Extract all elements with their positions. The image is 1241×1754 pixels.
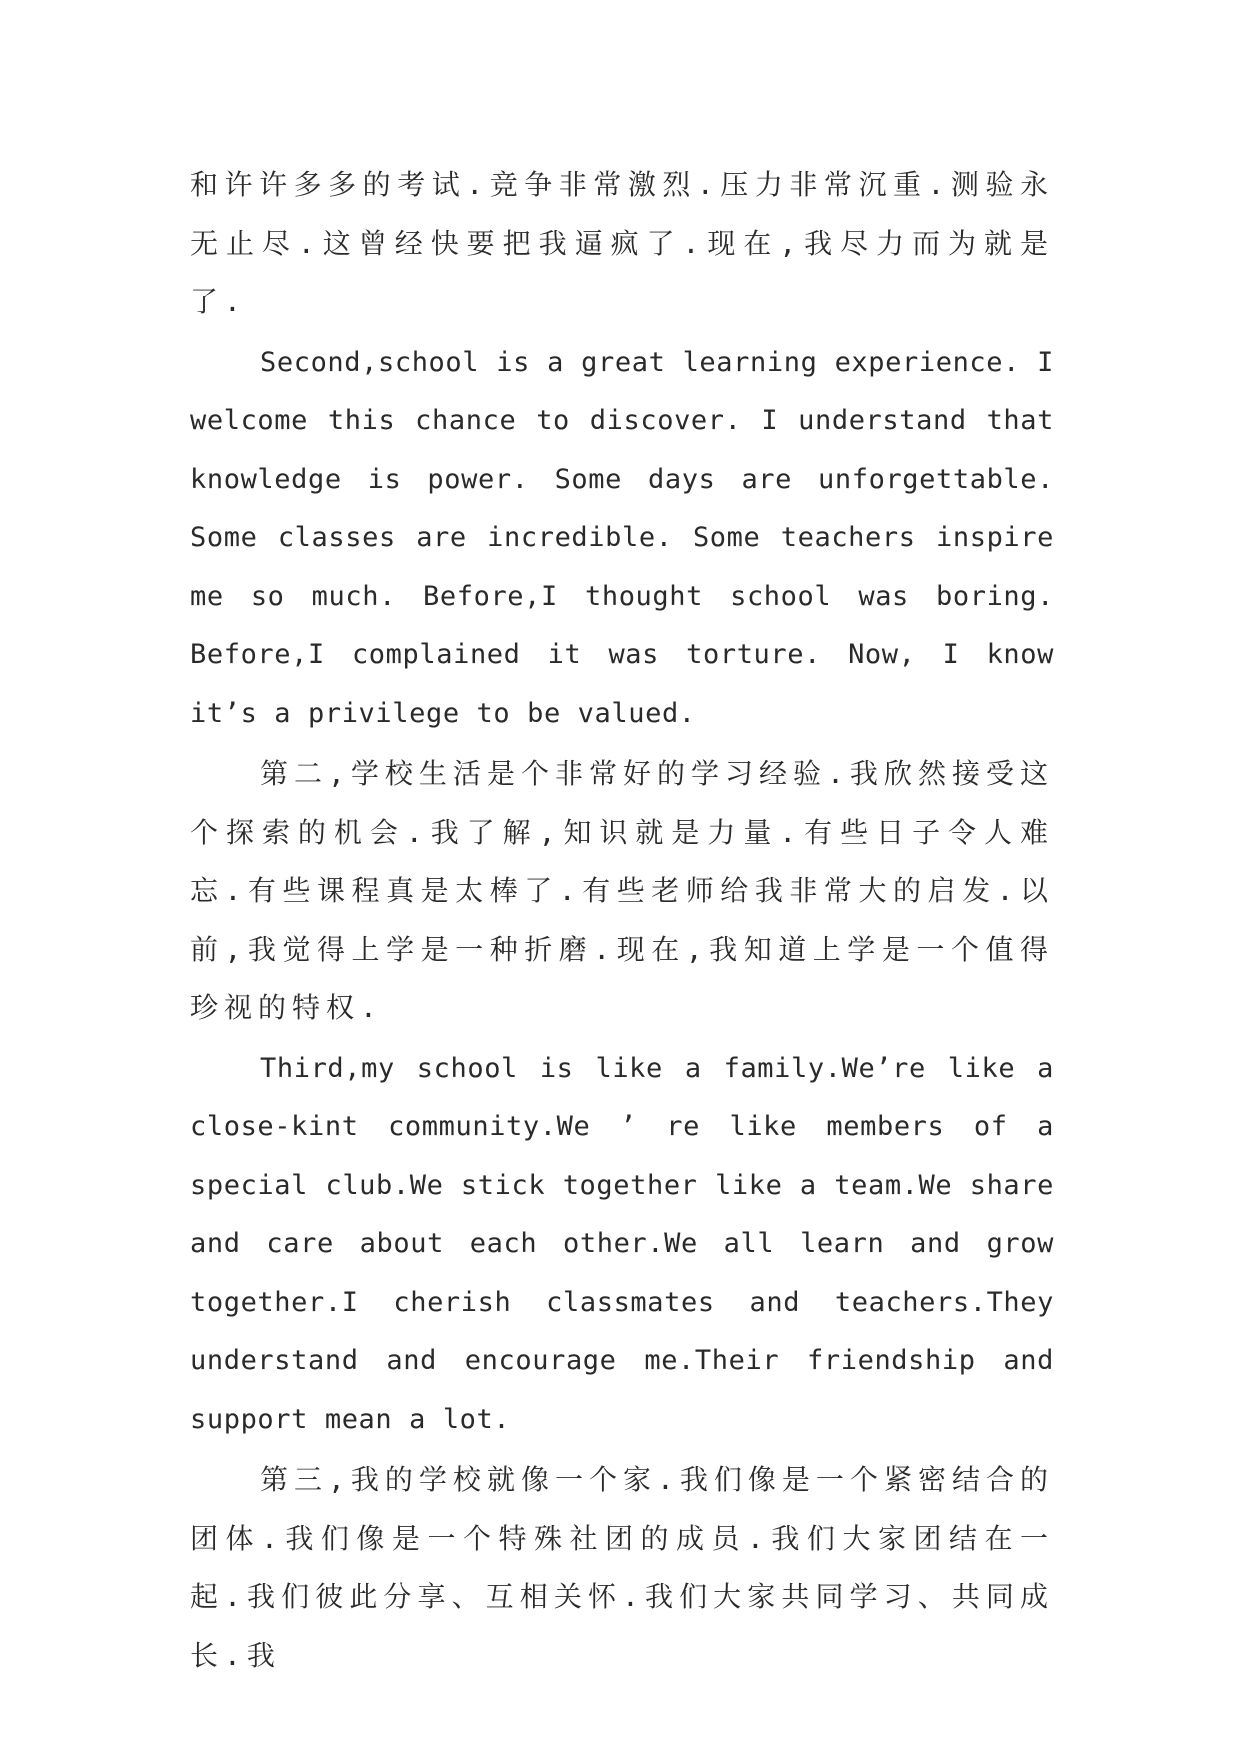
paragraph-chinese-second: 第二,学校生活是个非常好的学习经验.我欣然接受这个探索的机会.我了解,知识就是力量.有些日子令人难忘.有些课程真是太棒了.有些老师给我非常大的启发.以前,我觉得上学是一种折磨.现在,我知道上学是一个值得珍视的特权. bbox=[190, 757, 1054, 1024]
paragraph-chinese-third: 第三,我的学校就像一个家.我们像是一个紧密结合的团体.我们像是一个特殊社团的成员.我们大家团结在一起.我们彼此分享、互相关怀.我们大家共同学习、共同成长.我 bbox=[190, 1463, 1054, 1672]
document-page bbox=[190, 156, 1054, 1687]
paragraph-english-second: Second,school is a great learning experience. I welcome this chance to discover. I understand that knowledge is power. Some days are unforgettable. Some classes are incredible. Some teachers inspire me so much. Before,I thought school was boring. Before,I complained it was torture. Now, I know it’s a privilege to be valued. bbox=[190, 346, 1054, 729]
paragraph-english-third: Third,my school is like a family.We’re like a close-kint community.We ’ re like members of a special club.We stick together like a team.We share and care about each other.We all learn and grow together.I cherish classmates and teachers.They understand and encourage me.Their friendship and support mean a lot. bbox=[190, 1052, 1054, 1435]
paragraph-chinese-continued: 和许许多多的考试.竞争非常激烈.压力非常沉重.测验永无止尽.这曾经快要把我逼疯了.现在,我尽力而为就是了. bbox=[190, 168, 1054, 318]
